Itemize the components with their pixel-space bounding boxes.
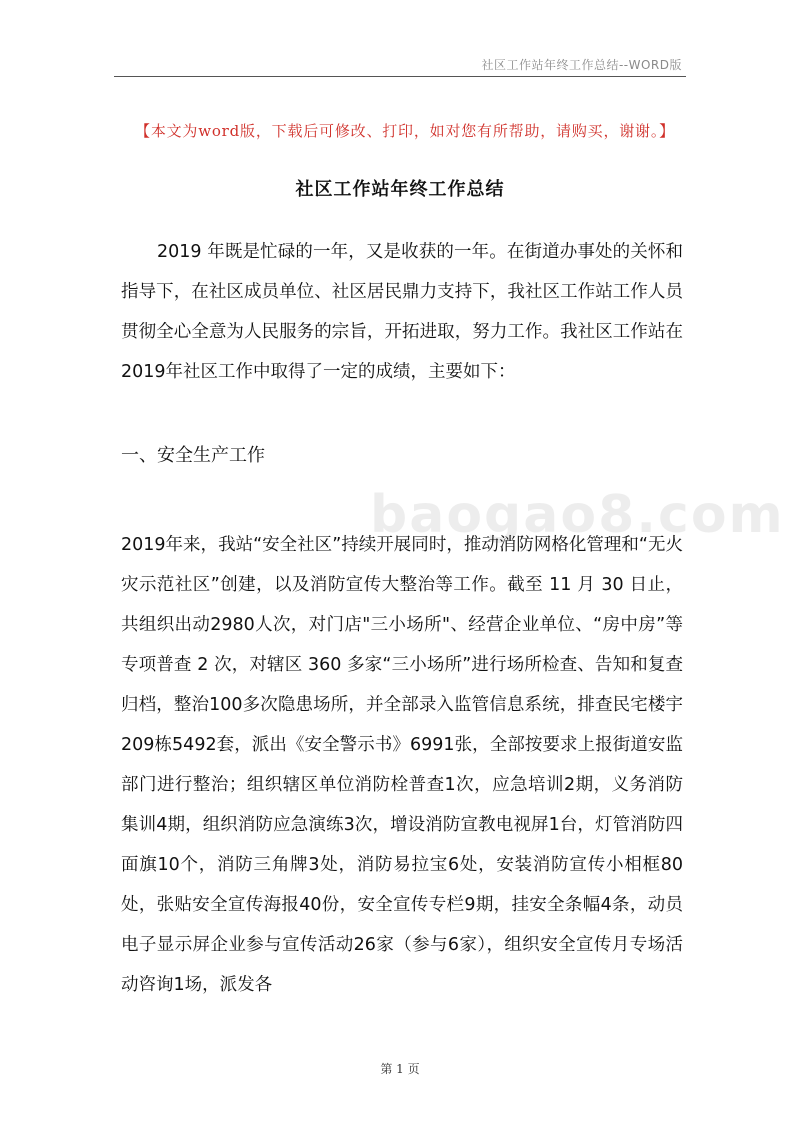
section-paragraph-safety: 2019年来，我站“安全社区”持续开展同时，推动消防网格化管理和“无火灾示范社区”创建，以及消防宣传大整治等工作。截至 11 月 30 日止，共组织出动2980人次，对门店"三小场所"、经营企业单位、“房中房”等专项普查 2 次，对辖区 360 多家“三小场所”进行场所检查、告知和复查归档，整治100多次隐患场所，并全部录入监管信息系统，排查民宅楼宇209栋5492套，派出《安全警示书》6991张，全部按要求上报街道安监部门进行整治；组织辖区单位消防栓普查1次，应急培训2期，义务消防集训4期，组织消防应急演练3次，增设消防宣教电视屏1台，灯管消防四面旗10个，消防三角牌3处，消防易拉宝6处，安装消防宣传小相框80处，张贴安全宣传海报40份，安全宣传专栏9期，挂安全条幅4条，动员电子显示屏企业参与宣传活动26家（参与6家），组织安全宣传月专场活动咨询1场，派发各 xyxy=(121,535,683,995)
page-number: 第 1 页 xyxy=(380,1062,420,1076)
document-title: 社区工作站年终工作总结 xyxy=(295,179,505,200)
page-header-text: 社区工作站年终工作总结--WORD版 xyxy=(481,58,682,72)
watermark: baogao8.com xyxy=(370,485,785,545)
header-divider xyxy=(114,76,686,77)
intro-paragraph: 2019 年既是忙碌的一年，又是收获的一年。在街道办事处的关怀和指导下，在社区成员单位、社区居民鼎力支持下，我社区工作站工作人员贯彻全心全意为人民服务的宗旨，开拓进取，努力工作。我社区工作站在2019年社区工作中取得了一定的成绩，主要如下： xyxy=(121,242,683,382)
section-heading-safety: 一、安全生产工作 xyxy=(121,445,265,466)
purchase-notice: 【本文为word版，下载后可修改、打印，如对您有所帮助，请购买，谢谢。】 xyxy=(135,122,675,140)
